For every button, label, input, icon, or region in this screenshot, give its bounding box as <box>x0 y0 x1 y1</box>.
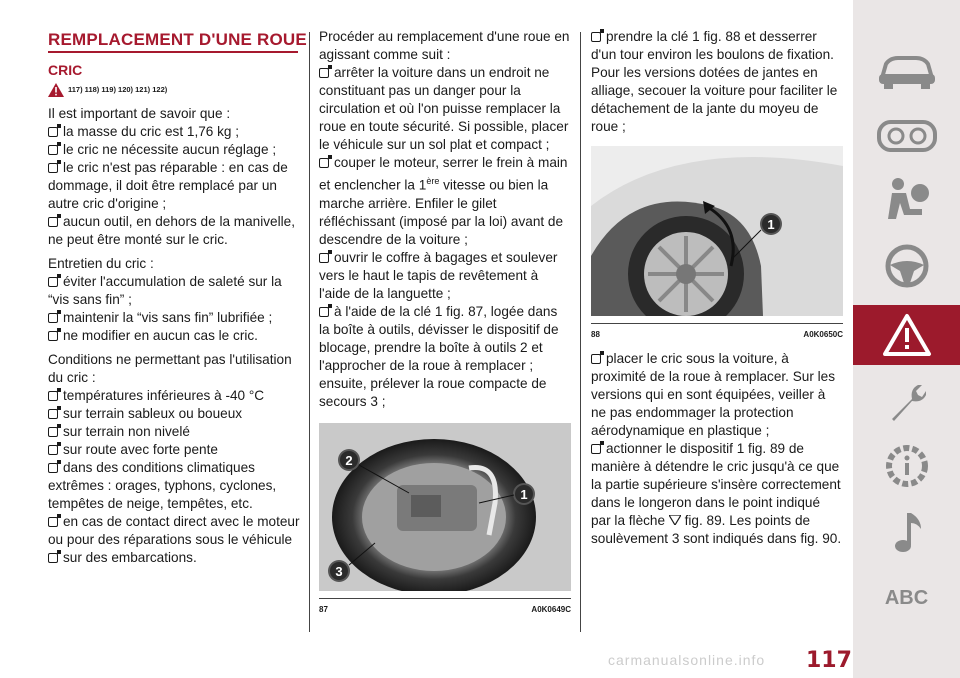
section-title: REMPLACEMENT D'UNE ROUE <box>48 30 307 49</box>
list-item: maintenir la “vis sans fin” lubrifiée ; <box>48 309 300 327</box>
list-item: à l'aide de la clé 1 fig. 87, logée dans la boîte à outils, dévisser le dispositif de blocage, prendre la boîte à outils 2 et l'approcher de la roue à remplacer ; ensuite, prélever la roue compacte de secours 3 ; <box>319 303 559 409</box>
list-item: en cas de contact direct avec le moteur ou pour des réparations sous le véhicule <box>48 514 300 547</box>
abc-index-label: ABC <box>884 586 929 609</box>
facts-intro: Il est important de savoir que : <box>48 106 231 121</box>
figure-88-callout: 1 <box>767 217 775 232</box>
checkbox-bullet-icon <box>48 427 58 437</box>
dashboard-icon <box>876 116 938 156</box>
list-item: le cric n'est pas réparable : en cas de dommage, il doit être remplacé par un autre cric d'origine ; <box>48 160 288 211</box>
sidebar-item-dashboard[interactable] <box>853 106 960 166</box>
figure-87-callout: 1 <box>520 486 528 502</box>
list-item: ouvrir le coffre à bagages et soulever vers le haut le tapis de revêtement à l'aide de la languette ; <box>319 249 558 301</box>
chapter-sidebar <box>853 0 960 678</box>
checkbox-bullet-icon <box>319 68 329 78</box>
maintenance-intro: Entretien du cric : <box>48 256 154 271</box>
title-rule <box>48 51 298 53</box>
list-item: aucun outil, en dehors de la manivelle, ne peut être monté sur le cric. <box>48 214 295 247</box>
checkbox-bullet-icon <box>48 463 58 473</box>
warning-triangle-icon <box>882 313 932 357</box>
procedure-intro: Procéder au remplacement d'une roue en agissant comme suit : <box>319 29 570 62</box>
checkbox-bullet-icon <box>48 277 58 287</box>
sidebar-item-driving[interactable] <box>853 236 960 296</box>
checkbox-bullet-icon <box>48 331 58 341</box>
spare-wheel-photo <box>319 423 571 591</box>
figure-number: 87 <box>319 604 328 614</box>
column-3 <box>591 28 843 548</box>
sidebar-item-index[interactable] <box>853 568 960 628</box>
checkbox-bullet-icon <box>591 32 601 42</box>
checkbox-bullet-icon <box>48 445 58 455</box>
list-item: sur terrain sableux ou boueux <box>48 405 300 423</box>
car-icon <box>876 50 938 90</box>
music-note-icon <box>887 509 927 555</box>
checkbox-bullet-icon <box>591 354 601 364</box>
checkbox-bullet-icon <box>48 409 58 419</box>
sidebar-item-vehicle[interactable] <box>853 40 960 100</box>
list-item: actionner le dispositif 1 fig. 89 de manière à détendre le cric jusqu'à ce que la partie supérieure s'insère correctement dans le longeron dans le point indiqué par la flèche fig. 89. Les points de soulèvement 3 sont indiqués dans fig. 90. <box>591 441 842 546</box>
arrow-down-icon <box>669 515 681 525</box>
steering-wheel-icon <box>884 243 930 289</box>
checkbox-bullet-icon <box>48 553 58 563</box>
checkbox-bullet-icon <box>319 307 329 317</box>
list-item: placer le cric sous la voiture, à proximité de la roue à remplacer. Sur les versions qui en sont équipées, veiller à ne pas endommager la protection aérodynamique en plastique ; <box>591 351 836 438</box>
list-item: la masse du cric est 1,76 kg ; <box>48 123 300 141</box>
figure-code: A0K0650C <box>803 330 843 339</box>
figure-number: 88 <box>591 330 600 339</box>
figure-88 <box>591 146 843 344</box>
checkbox-bullet-icon <box>319 158 329 168</box>
list-item: prendre la clé 1 fig. 88 et desserrer d'un tour environ les boulons de fixation. Pour les versions dotées de jantes en alliage, secouer la voiture pour faciliter le détachement de la jante du moyeu de roue ; <box>591 29 838 134</box>
figure-87-callout: 3 <box>335 563 343 579</box>
checkbox-bullet-icon <box>48 391 58 401</box>
sidebar-item-technical-data[interactable] <box>853 436 960 496</box>
list-item: dans des conditions climatiques extrêmes : orages, typhons, cyclones, tempêtes de neige, tempêtes, etc. <box>48 460 277 511</box>
figure-87-callout: 2 <box>345 452 353 468</box>
checkbox-bullet-icon <box>319 253 329 263</box>
checkbox-bullet-icon <box>48 517 58 527</box>
list-item: arrêter la voiture dans un endroit ne constituant pas un danger pour la circulation et où l'on puisse remplacer la roue en toute sécurité. Si possible, placer le véhicule sur un sol plat et compact ; <box>319 65 569 152</box>
sidebar-item-multimedia[interactable] <box>853 502 960 562</box>
list-item: sur route avec forte pente <box>48 441 300 459</box>
warning-references <box>48 81 300 99</box>
figure-88-caption <box>591 323 843 344</box>
checkbox-bullet-icon <box>591 444 601 454</box>
warning-refs-text: 117) 118) 119) 120) 121) 122) <box>68 85 168 94</box>
figure-code: A0K0649C <box>531 604 571 614</box>
list-item: éviter l'accumulation de saleté sur la “vis sans fin” ; <box>48 274 282 307</box>
list-item: ne modifier en aucun cas le cric. <box>48 327 300 345</box>
gear-info-icon <box>882 441 932 491</box>
watermark: carmanualsonline.info <box>608 652 766 668</box>
checkbox-bullet-icon <box>48 145 58 155</box>
checkbox-bullet-icon <box>48 127 58 137</box>
subsection-title: CRIC <box>48 62 83 78</box>
list-item: températures inférieures à -40 °C <box>48 387 300 405</box>
sidebar-item-safety[interactable] <box>853 170 960 230</box>
conditions-intro: Conditions ne permettant pas l'utilisation du cric : <box>48 352 292 385</box>
sidebar-item-maintenance[interactable] <box>853 372 960 432</box>
sidebar-item-emergency[interactable] <box>853 305 960 365</box>
airbag-safety-icon <box>882 175 932 225</box>
checkbox-bullet-icon <box>48 163 58 173</box>
column-1 <box>48 28 307 567</box>
checkbox-bullet-icon <box>48 313 58 323</box>
figure-87-caption <box>319 598 571 619</box>
wrench-icon <box>884 379 930 425</box>
list-item: sur terrain non nivelé <box>48 423 300 441</box>
list-item: sur des embarcations. <box>48 549 300 567</box>
checkbox-bullet-icon <box>48 217 58 227</box>
figure-87 <box>319 423 571 619</box>
wheel-bolts-photo <box>591 146 843 316</box>
list-item: couper le moteur, serrer le frein à main et enclencher la 1ère vitesse ou bien la marche arrière. Enfiler le gilet réfléchissant (imposé par la loi) avant de descendre de la voiture ; <box>319 155 568 247</box>
list-item: le cric ne nécessite aucun réglage ; <box>48 141 300 159</box>
column-2 <box>319 28 571 619</box>
page-number: 117 <box>806 648 852 673</box>
warning-triangle-icon <box>48 83 64 97</box>
column-divider <box>580 32 581 632</box>
column-divider <box>309 32 310 632</box>
